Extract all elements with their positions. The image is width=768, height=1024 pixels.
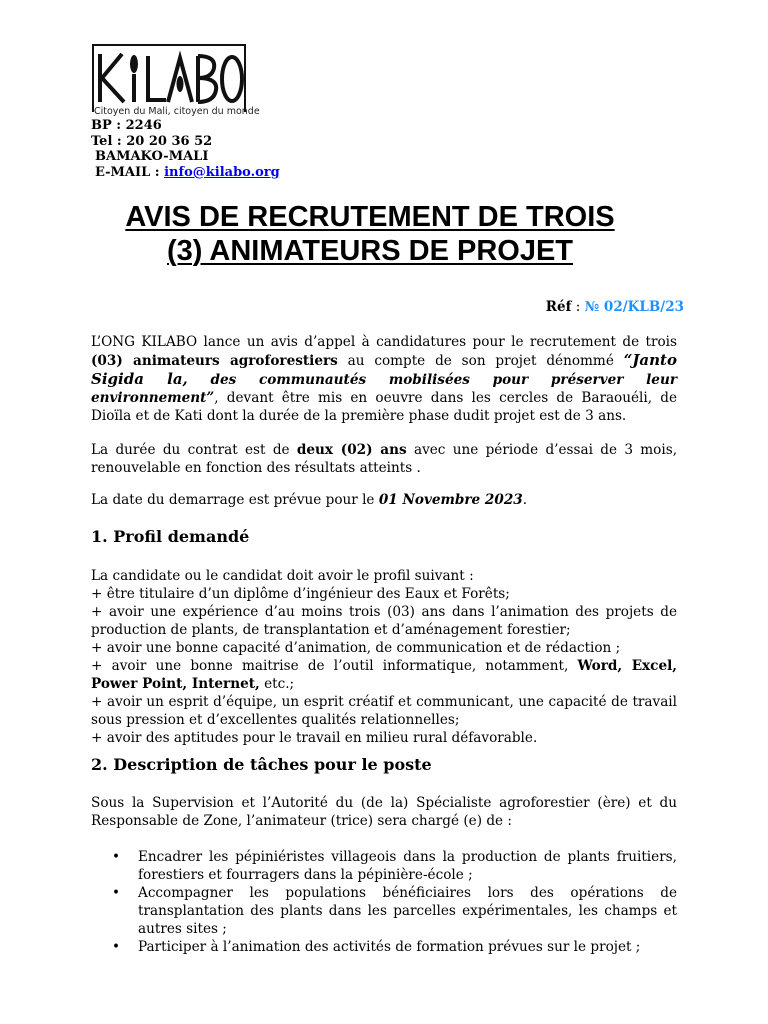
section-2-heading: 2. Description de tâches pour le poste [91,755,432,774]
page-title [60,200,680,268]
profile-item: + être titulaire d’un diplôme d’ingénieur des Eaux et Forêts; [91,586,510,602]
profile-item-text: + avoir une bonne maitrise de l’outil informatique, notamment, [91,658,578,674]
intro-text: , devant être mis en oeuvre dans les cercles de Baraouéli, de Dioïla et de Kati dont la durée de la première phase dudit projet est de 3 ans. [91,390,677,424]
list-item [112,938,677,956]
reference [546,299,684,315]
reference-separator: : [571,299,585,315]
task-text: Encadrer les pépiniéristes villageois dans la production de plants fruitiers, forestiers et fourragers dans la pépinière-école ; [138,849,677,883]
tasks-intro-text: Sous la Supervision et l’Autorité du (de la) Spécialiste agroforestier (ère) et du Responsable de Zone, l’animateur (trice) sera chargé (e) de : [91,795,677,829]
city: BAMAKO-MALI [95,149,209,164]
intro-text: L’ONG KILABO lance un avis d’appel à candidatures pour le recrutement de trois [91,334,677,350]
profile-intro: La candidate ou le candidat doit avoir le profil suivant : [91,568,474,584]
email-line [91,165,280,181]
postal-box: BP : 2246 [91,118,162,133]
task-text: Accompagner les populations bénéficiaires lors des opérations de transplantation des plants dans les parcelles expérimentales, les champs et autres sites ; [138,885,677,937]
logo-frame-right [244,44,246,112]
profile-item-text: etc.; [259,676,295,692]
list-item [112,884,677,938]
email-link[interactable]: info@kilabo.org [164,164,280,180]
intro-paragraph-1 [91,333,677,425]
intro-paragraph-2 [91,441,677,477]
title-line-2: (3) ANIMATEURS DE PROJET [166,235,574,267]
start-date-text: La date du demarrage est prévue pour le [91,492,379,508]
profile-item: + avoir un esprit d’équipe, un esprit créatif et communicant, une capacité de travail sous pression et d’excellentes qualités relationnelles; [91,694,677,728]
bullet-icon: • [112,939,121,955]
project-subtitle: des communautés mobilisées pour préserver leur environnement” [91,372,677,406]
bullet-icon: • [112,885,121,901]
section-1-heading: 1. Profil demandé [91,527,250,546]
telephone: Tel : 20 20 36 52 [91,133,213,149]
intro-text: au compte de son projet dénommé [337,353,624,369]
intro-bold-count: (03) animateurs agroforestiers [91,353,338,369]
list-item [112,848,677,884]
profile-item: + avoir une bonne capacité d’animation, de communication et de rédaction ; [91,640,621,656]
tasks-intro [91,794,677,830]
contract-duration: deux (02) ans [296,442,407,458]
profile-list [91,567,677,747]
project-name: “Janto Sigida la, [91,351,677,388]
logo-tagline: Citoyen du Mali, citoyen du monde [94,106,260,117]
intro-paragraph-3 [91,491,677,509]
bullet-icon: • [112,849,121,865]
logo-frame-top [92,44,246,46]
task-text: Participer à l’animation des activités de formation prévues sur le projet ; [138,939,641,955]
profile-item: + avoir des aptitudes pour le travail en milieu rural défavorable. [91,730,538,746]
start-date-text: . [522,492,528,508]
tasks-list [112,848,677,956]
title-line-1: AVIS DE RECRUTEMENT DE TROIS [125,201,615,233]
contact-block [91,118,280,180]
profile-item [91,657,677,693]
email-label: E-MAIL : [95,164,165,180]
start-date: 01 Novembre 2023 [378,492,523,508]
software-list: Word, Excel, Power Point, Internet, [91,658,677,692]
kilabo-wordmark-icon [94,50,244,106]
contract-text: La durée du contrat est de [91,442,297,458]
kilabo-logo [90,44,260,120]
contract-text: avec une période d’essai de 3 mois, renouvelable en fonction des résultats atteints . [91,442,678,476]
profile-item: + avoir une expérience d’au moins trois (03) ans dans l’animation des projets de production de plants, de transplantation et d’aménagement forestier; [91,604,677,638]
reference-label: Réf [545,299,572,315]
reference-number: № 02/KLB/23 [584,299,684,315]
